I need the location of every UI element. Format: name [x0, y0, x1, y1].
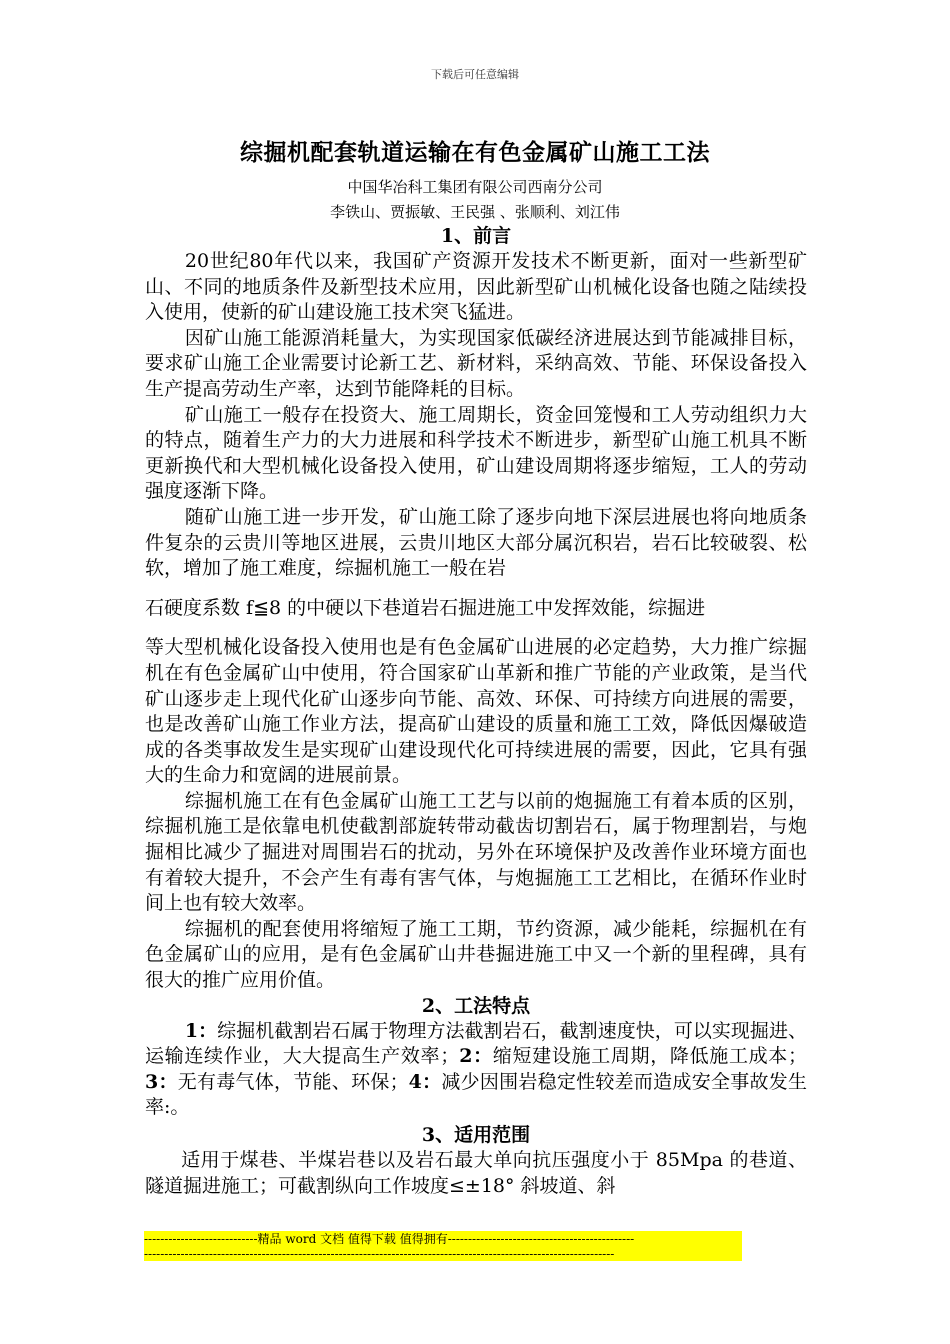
section-title: 1、前言 [440, 225, 512, 247]
paragraph: 石硬度系数 f≦8 的中硬以下巷道岩石掘进施工中发挥效能，综掘进 [145, 596, 706, 619]
features-paragraph [145, 1019, 807, 1121]
paragraph: 20世纪80年代以来，我国矿产资源开发技术不断更新，面对一些新型矿山、不同的地质条件及新型技术应用，因此新型矿山机械化设备也随之陆续投入使用，使新的矿山建设施工技术突飞猛进。 [145, 250, 807, 324]
paragraph: 因矿山施工能源消耗量大，为实现国家低碳经济进展达到节能减排目标，要求矿山施工企业需要讨论新工艺、新材料，采纳高效、节能、环保设备投入生产提高劳动生产率，达到节能降耗的目标。 [145, 326, 807, 400]
paragraph: 适用于煤巷、半煤岩巷以及岩石最大单向抗压强度小于 85Mpa 的巷道、隧道掘进施工；可截割纵向工作坡度≤±18° 斜坡道、斜 [145, 1149, 807, 1197]
paragraph: 综掘机的配套使用将缩短了施工工期，节约资源，减少能耗，综掘机在有色金属矿山的应用，是有色金属矿山井巷掘进施工中又一个新的里程碑，具有很大的推广应用价值。 [145, 917, 807, 992]
footer-line: ----------------------------精品 word 文档 值得下载 值得拥有---------------------------------------------- [144, 1231, 742, 1248]
feature-number: 4： [408, 1070, 442, 1093]
paragraph: 综掘机施工在有色金属矿山施工工艺与以前的炮掘施工有着本质的区别，综掘机施工是依靠电机使截割部旋转带动截齿切割岩石，属于物理割岩，与炮掘相比减少了掘进对周围岩石的扰动，另外在环境保护及改善作业环境方面也有着较大提升，不会产生有毒有害气体，与炮掘施工工艺相比，在循环作业时间上也有较大效率。 [145, 789, 807, 915]
section-title: 2、工法特点 [421, 994, 531, 1017]
section-title: 3、适用范围 [421, 1124, 531, 1146]
authors: 李铁山、贾振敏、王民强 、张顺利、刘江伟 [330, 203, 620, 221]
document-body [145, 224, 807, 1199]
feature-text: 缩短建设施工周期，降低施工成本； [492, 1045, 807, 1068]
paragraph: 等大型机械化设备投入使用也是有色金属矿山进展的必定趋势，大力推广综掘机在有色金属矿山中使用，符合国家矿山革新和推广节能的产业政策，是当代矿山逐步走上现代化矿山逐步向节能、高效、环保、可持续方向进展的需要，也是改善矿山施工作业方法，提高矿山建设的质量和施工工效，降低因爆破造成的各类事故发生是实现矿山建设现代化可持续进展的需要，因此，它具有强大的生命力和宽阔的进展前景。 [145, 636, 807, 787]
feature-number: 3： [145, 1070, 178, 1093]
feature-text: 综掘机截割岩石属于物理方法截割岩石，截割速度快，可以实现掘进、运输连续作业，大大提高生产效率； [145, 1019, 807, 1068]
feature-text: 无有毒气体，节能、环保； [177, 1070, 409, 1093]
header-note: 下载后可任意编辑 [431, 68, 519, 81]
paragraph: 矿山施工一般存在投资大、施工周期长，资金回笼慢和工人劳动组织力大的特点，随着生产力的大力进展和科学技术不断进步，新型矿山施工机具不断更新换代和大型机械化设备投入使用，矿山建设周期将逐步缩短，工人的劳动强度逐渐下降。 [145, 403, 807, 503]
organization: 中国华冶科工集团有限公司西南分公司 [347, 178, 603, 196]
document-title: 综掘机配套轨道运输在有色金属矿山施工工法 [240, 139, 710, 166]
feature-text: 减少因围岩稳定性较差而造成安全事故发生率:。 [145, 1070, 807, 1119]
footer-banner [144, 1231, 742, 1261]
feature-number: 1： [184, 1019, 218, 1042]
paragraph: 随矿山施工进一步开发，矿山施工除了逐步向地下深层进展也将向地质条件复杂的云贵川等地区进展，云贵川地区大部分属沉积岩，岩石比较破裂、松软，增加了施工难度，综掘机施工一般在岩 [145, 505, 807, 580]
feature-number: 2： [459, 1045, 493, 1068]
footer-line-2: -------------------------------------------------------------------------------------------------------------------- [144, 1248, 742, 1261]
